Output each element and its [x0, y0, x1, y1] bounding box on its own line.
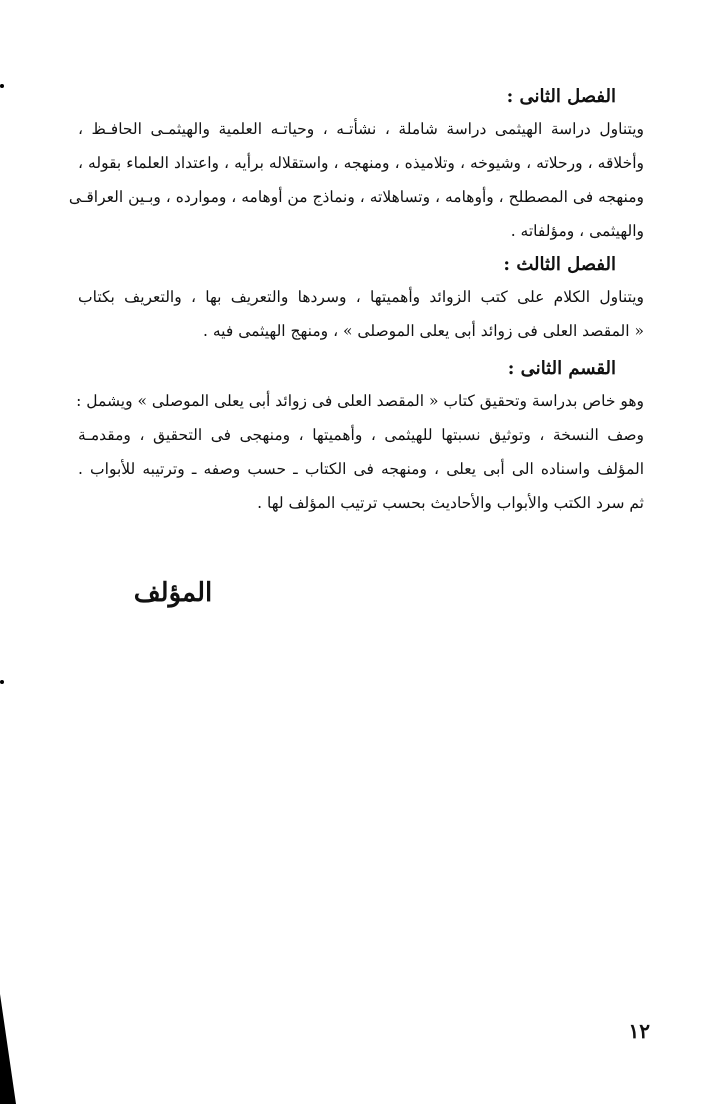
paragraph-line: وهو خاص بدراسة وتحقيق كتاب « المقصد العلى فى زوائد أبى يعلى الموصلى » ويشمل :: [76, 392, 644, 410]
paragraph-line: « المقصد العلى فى زوائد أبى يعلى الموصلى » ، ومنهج الهيثمى فيه .: [203, 322, 644, 340]
section-paragraph: [78, 384, 644, 520]
paragraph-line: المؤلف واسناده الى أبى يعلى ، ومنهجه فى الكتاب ـ حسب وصفه ـ وترتيبه للأبواب .: [78, 460, 644, 478]
paragraph-line: والهيثمى ، ومؤلفاته .: [510, 222, 644, 240]
section-heading: الفصل الثانى :: [506, 86, 616, 107]
author-signature: المؤلف: [133, 578, 213, 608]
section-part-two: [78, 354, 644, 520]
binding-shadow: [0, 994, 16, 1104]
section-heading: الفصل الثالث :: [503, 254, 616, 275]
edge-mark-middle: [0, 680, 4, 684]
paragraph-line: ومنهجه فى المصطلح ، وأوهامه ، وتساهلاته ، ونماذج من أوهامه ، وموارده ، وبـين العراقـى: [68, 188, 644, 206]
paragraph-line: وصف النسخة ، وتوثيق نسبتها للهيثمى ، وأهميتها ، ومنهجى فى التحقيق ، ومقدمـة: [78, 426, 644, 444]
section-paragraph: [68, 112, 644, 248]
paragraph-line: وأخلاقه ، ورحلاته ، وشيوخه ، وتلاميذه ، ومنهجه ، واستقلاله برأيه ، واعتداد العلماء بقوله ،: [78, 154, 644, 172]
paragraph-line: ويتناول الكلام على كتب الزوائد وأهميتها ، وسردها والتعريف بها ، والتعريف بكتاب: [78, 288, 644, 306]
paragraph-line: ويتناول دراسة الهيثمى دراسة شاملة ، نشأتـه ، وحياتـه العلمية والهيثمـى الحافـظ ،: [78, 120, 644, 138]
section-heading: القسم الثانى :: [507, 358, 616, 379]
section-chapter-three: [78, 250, 644, 348]
page-number: ١٢: [628, 1019, 650, 1043]
paragraph-line: ثم سرد الكتب والأبواب والأحاديث بحسب ترتيب المؤلف لها .: [257, 494, 644, 512]
edge-mark-top: [0, 84, 4, 88]
section-paragraph: [78, 280, 644, 348]
main-text-block: [68, 82, 644, 520]
section-chapter-two: [68, 82, 644, 248]
